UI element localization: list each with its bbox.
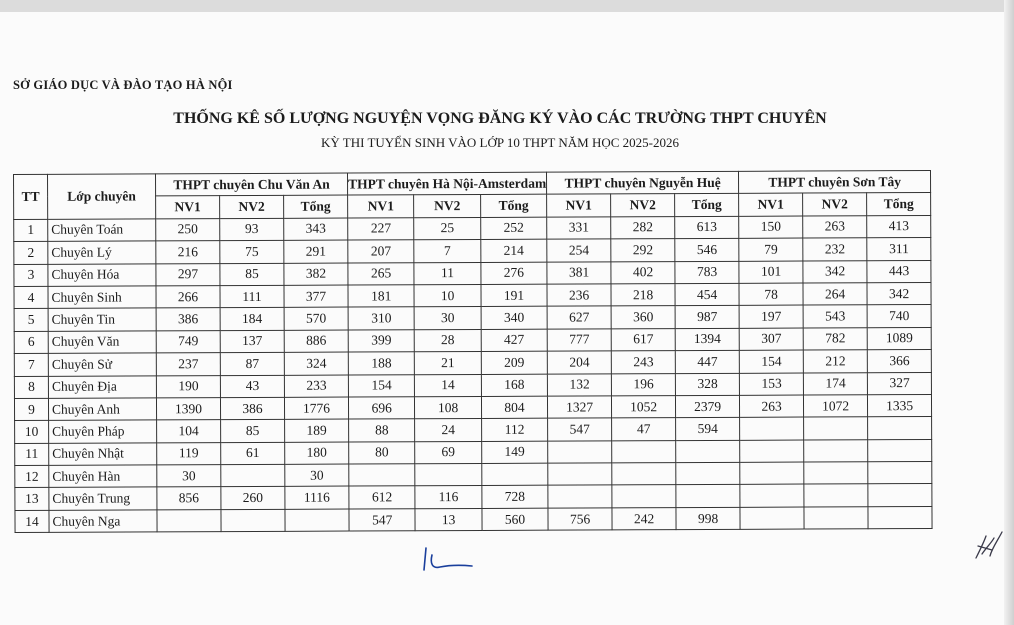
count-cell: 310 xyxy=(348,307,414,330)
count-cell: 1116 xyxy=(285,487,349,510)
count-cell: 150 xyxy=(739,216,803,239)
header-school-chu-van-an: THPT chuyên Chu Văn An xyxy=(156,173,348,196)
row-index: 1 xyxy=(14,219,48,242)
count-cell: 232 xyxy=(803,238,867,261)
count-cell xyxy=(221,464,285,487)
count-cell: 243 xyxy=(611,351,675,374)
count-cell: 340 xyxy=(481,307,547,330)
count-cell: 343 xyxy=(284,218,348,241)
count-cell: 85 xyxy=(220,263,284,286)
count-cell xyxy=(740,440,804,463)
subheader-nv2: NV2 xyxy=(414,195,480,218)
count-cell: 212 xyxy=(803,350,867,373)
count-cell: 291 xyxy=(284,240,348,263)
count-cell: 30 xyxy=(414,307,480,330)
count-cell: 11 xyxy=(414,262,480,285)
count-cell: 1052 xyxy=(612,396,676,419)
count-cell: 740 xyxy=(867,305,931,328)
count-cell: 297 xyxy=(156,263,220,286)
subheader-nv2: NV2 xyxy=(220,196,284,219)
count-cell: 43 xyxy=(220,375,284,398)
count-cell: 546 xyxy=(675,239,739,262)
subheader-tong: Tổng xyxy=(867,193,931,216)
count-cell: 427 xyxy=(481,329,547,352)
count-cell: 181 xyxy=(348,285,414,308)
count-cell: 560 xyxy=(482,508,548,531)
count-cell: 265 xyxy=(348,262,414,285)
count-cell: 856 xyxy=(157,487,221,510)
subheader-nv2: NV2 xyxy=(803,193,867,216)
class-name: Chuyên Anh xyxy=(48,398,156,421)
count-cell xyxy=(676,485,740,508)
count-cell: 252 xyxy=(480,217,546,240)
row-index: 14 xyxy=(15,510,49,533)
count-cell: 180 xyxy=(285,442,349,465)
count-cell: 382 xyxy=(284,263,348,286)
count-cell: 263 xyxy=(740,395,804,418)
document-title: THỐNG KÊ SỐ LƯỢNG NGUYỆN VỌNG ĐĂNG KÝ VÀO CÁC TRƯỜNG THPT CHUYÊN xyxy=(173,110,827,127)
count-cell: 617 xyxy=(611,328,675,351)
count-cell: 236 xyxy=(547,284,611,307)
count-cell: 218 xyxy=(611,284,675,307)
class-name: Chuyên Trung xyxy=(49,487,157,510)
count-cell: 14 xyxy=(415,374,481,397)
count-cell: 311 xyxy=(867,238,931,261)
count-cell xyxy=(804,462,868,485)
class-name: Chuyên Sử xyxy=(48,353,156,376)
count-cell: 386 xyxy=(220,397,284,420)
count-cell: 264 xyxy=(803,283,867,306)
count-cell: 61 xyxy=(221,442,285,465)
count-cell xyxy=(868,439,932,462)
table-row xyxy=(15,506,932,532)
count-cell: 30 xyxy=(157,465,221,488)
count-cell: 399 xyxy=(348,329,414,352)
count-cell xyxy=(740,462,804,485)
row-index: 6 xyxy=(14,331,48,354)
count-cell xyxy=(676,462,740,485)
count-cell: 266 xyxy=(156,286,220,309)
count-cell: 998 xyxy=(676,507,740,530)
count-cell: 749 xyxy=(156,330,220,353)
count-cell: 153 xyxy=(739,373,803,396)
count-cell: 132 xyxy=(548,373,612,396)
count-cell: 413 xyxy=(867,215,931,238)
count-cell: 69 xyxy=(415,441,481,464)
count-cell xyxy=(740,417,804,440)
count-cell: 443 xyxy=(867,260,931,283)
count-cell: 154 xyxy=(739,350,803,373)
count-cell xyxy=(349,464,415,487)
count-cell: 79 xyxy=(739,238,803,261)
count-cell xyxy=(482,463,548,486)
count-cell: 402 xyxy=(611,261,675,284)
count-cell: 307 xyxy=(739,328,803,351)
signature-mark-center xyxy=(418,545,478,573)
class-name: Chuyên Hóa xyxy=(48,263,156,286)
row-index: 5 xyxy=(14,309,48,332)
count-cell: 204 xyxy=(547,351,611,374)
count-cell xyxy=(157,509,221,532)
count-cell xyxy=(612,485,676,508)
scan-top-edge xyxy=(0,0,1014,12)
count-cell: 78 xyxy=(739,283,803,306)
class-name: Chuyên Pháp xyxy=(49,420,157,443)
count-cell: 184 xyxy=(220,308,284,331)
row-index: 11 xyxy=(15,443,49,466)
count-cell: 987 xyxy=(675,306,739,329)
count-cell: 377 xyxy=(284,285,348,308)
count-cell: 24 xyxy=(415,419,481,442)
count-cell: 88 xyxy=(349,419,415,442)
registration-stats-table xyxy=(13,170,933,533)
subheader-nv1: NV1 xyxy=(348,195,414,218)
count-cell: 149 xyxy=(481,441,547,464)
subheader-nv2: NV2 xyxy=(611,194,675,217)
signature-mark-right xyxy=(972,528,1006,564)
count-cell: 21 xyxy=(415,352,481,375)
count-cell: 30 xyxy=(285,464,349,487)
count-cell: 627 xyxy=(547,306,611,329)
count-cell: 756 xyxy=(548,508,612,531)
count-cell xyxy=(676,440,740,463)
header-school-son-tay: THPT chuyên Sơn Tây xyxy=(739,170,931,193)
count-cell: 2379 xyxy=(676,395,740,418)
count-cell: 207 xyxy=(348,240,414,263)
count-cell xyxy=(612,463,676,486)
count-cell: 447 xyxy=(675,350,739,373)
count-cell: 1776 xyxy=(284,397,348,420)
count-cell: 216 xyxy=(156,241,220,264)
count-cell: 886 xyxy=(284,330,348,353)
count-cell xyxy=(804,507,868,530)
count-cell: 777 xyxy=(547,329,611,352)
count-cell: 366 xyxy=(867,350,931,373)
subheader-nv1: NV1 xyxy=(739,193,803,216)
subheader-tong: Tổng xyxy=(284,195,348,218)
count-cell: 25 xyxy=(414,217,480,240)
count-cell: 47 xyxy=(612,418,676,441)
count-cell: 783 xyxy=(675,261,739,284)
count-cell xyxy=(868,506,932,529)
row-index: 10 xyxy=(15,421,49,444)
count-cell: 728 xyxy=(482,486,548,509)
count-cell: 360 xyxy=(611,306,675,329)
count-cell: 543 xyxy=(803,305,867,328)
count-cell: 28 xyxy=(415,329,481,352)
count-cell xyxy=(868,484,932,507)
count-cell xyxy=(868,417,932,440)
subheader-nv1: NV1 xyxy=(156,196,220,219)
count-cell xyxy=(804,484,868,507)
count-cell: 276 xyxy=(481,262,547,285)
count-cell: 696 xyxy=(348,397,414,420)
count-cell xyxy=(740,507,804,530)
count-cell: 1394 xyxy=(675,328,739,351)
count-cell xyxy=(804,417,868,440)
count-cell: 547 xyxy=(548,418,612,441)
class-name: Chuyên Toán xyxy=(48,219,156,242)
count-cell: 10 xyxy=(414,284,480,307)
count-cell: 331 xyxy=(547,217,611,240)
count-cell xyxy=(548,485,612,508)
count-cell: 209 xyxy=(481,351,547,374)
count-cell: 108 xyxy=(415,396,481,419)
class-name: Chuyên Nhật xyxy=(49,443,157,466)
header-tt: TT xyxy=(14,174,48,219)
count-cell: 612 xyxy=(349,486,415,509)
count-cell: 233 xyxy=(284,375,348,398)
count-cell: 137 xyxy=(220,330,284,353)
count-cell: 250 xyxy=(156,218,220,241)
count-cell: 87 xyxy=(220,352,284,375)
count-cell: 188 xyxy=(348,352,414,375)
count-cell: 260 xyxy=(221,487,285,510)
row-index: 4 xyxy=(14,286,48,309)
count-cell: 75 xyxy=(220,240,284,263)
row-index: 3 xyxy=(14,264,48,287)
class-name: Chuyên Địa xyxy=(48,375,156,398)
count-cell: 190 xyxy=(156,375,220,398)
count-cell: 154 xyxy=(348,374,414,397)
count-cell: 104 xyxy=(157,420,221,443)
count-cell: 93 xyxy=(220,218,284,241)
count-cell: 196 xyxy=(612,373,676,396)
row-index: 13 xyxy=(15,488,49,511)
subheader-tong: Tổng xyxy=(480,195,546,218)
count-cell: 327 xyxy=(867,372,931,395)
count-cell: 111 xyxy=(220,285,284,308)
count-cell xyxy=(740,485,804,508)
count-cell: 782 xyxy=(803,328,867,351)
class-name: Chuyên Lý xyxy=(48,241,156,264)
count-cell xyxy=(221,509,285,532)
count-cell: 237 xyxy=(156,353,220,376)
count-cell xyxy=(415,464,481,487)
count-cell: 112 xyxy=(481,418,547,441)
count-cell: 1390 xyxy=(156,398,220,421)
count-cell xyxy=(548,463,612,486)
count-cell xyxy=(612,440,676,463)
count-cell: 263 xyxy=(803,216,867,239)
count-cell: 227 xyxy=(348,218,414,241)
count-cell xyxy=(804,439,868,462)
count-cell: 1327 xyxy=(548,396,612,419)
count-cell: 242 xyxy=(612,507,676,530)
count-cell: 547 xyxy=(349,509,415,532)
count-cell: 214 xyxy=(481,239,547,262)
count-cell: 80 xyxy=(349,441,415,464)
document-subtitle: KỲ THI TUYỂN SINH VÀO LỚP 10 THPT NĂM HỌC 2025-2026 xyxy=(321,135,679,150)
header-school-nguyen-hue: THPT chuyên Nguyễn Huệ xyxy=(547,171,739,194)
count-cell xyxy=(285,509,349,532)
row-index: 8 xyxy=(14,376,48,399)
row-index: 7 xyxy=(14,353,48,376)
count-cell: 197 xyxy=(739,305,803,328)
count-cell: 101 xyxy=(739,261,803,284)
count-cell: 282 xyxy=(611,216,675,239)
row-index: 12 xyxy=(15,465,49,488)
count-cell: 13 xyxy=(415,508,481,531)
count-cell: 168 xyxy=(481,374,547,397)
count-cell: 191 xyxy=(481,284,547,307)
class-name: Chuyên Tin xyxy=(48,308,156,331)
count-cell: 119 xyxy=(157,442,221,465)
count-cell: 570 xyxy=(284,307,348,330)
row-index: 2 xyxy=(14,242,48,265)
class-name: Chuyên Nga xyxy=(49,510,157,533)
count-cell xyxy=(548,441,612,464)
row-index: 9 xyxy=(14,398,48,421)
count-cell: 7 xyxy=(414,240,480,263)
count-cell: 1072 xyxy=(804,395,868,418)
class-name: Chuyên Hàn xyxy=(49,465,157,488)
count-cell: 85 xyxy=(221,420,285,443)
count-cell: 804 xyxy=(481,396,547,419)
count-cell: 454 xyxy=(675,283,739,306)
count-cell: 189 xyxy=(285,419,349,442)
count-cell: 292 xyxy=(611,239,675,262)
count-cell: 116 xyxy=(415,486,481,509)
header-school-ha-noi-amsterdam: THPT chuyên Hà Nội-Amsterdam xyxy=(347,172,546,195)
header-class: Lớp chuyên xyxy=(48,174,156,219)
class-name: Chuyên Sinh xyxy=(48,286,156,309)
count-cell: 594 xyxy=(676,418,740,441)
count-cell: 613 xyxy=(675,216,739,239)
organization-name: SỞ GIÁO DỤC VÀ ĐÀO TẠO HÀ NỘI xyxy=(13,78,233,92)
count-cell: 328 xyxy=(676,373,740,396)
class-name: Chuyên Văn xyxy=(48,331,156,354)
subheader-nv1: NV1 xyxy=(547,194,611,217)
count-cell xyxy=(868,462,932,485)
count-cell: 381 xyxy=(547,261,611,284)
count-cell: 1335 xyxy=(868,394,932,417)
count-cell: 342 xyxy=(803,260,867,283)
count-cell: 386 xyxy=(156,308,220,331)
subheader-tong: Tổng xyxy=(675,194,739,217)
count-cell: 324 xyxy=(284,352,348,375)
count-cell: 174 xyxy=(803,372,867,395)
count-cell: 342 xyxy=(867,282,931,305)
count-cell: 254 xyxy=(547,239,611,262)
count-cell: 1089 xyxy=(867,327,931,350)
